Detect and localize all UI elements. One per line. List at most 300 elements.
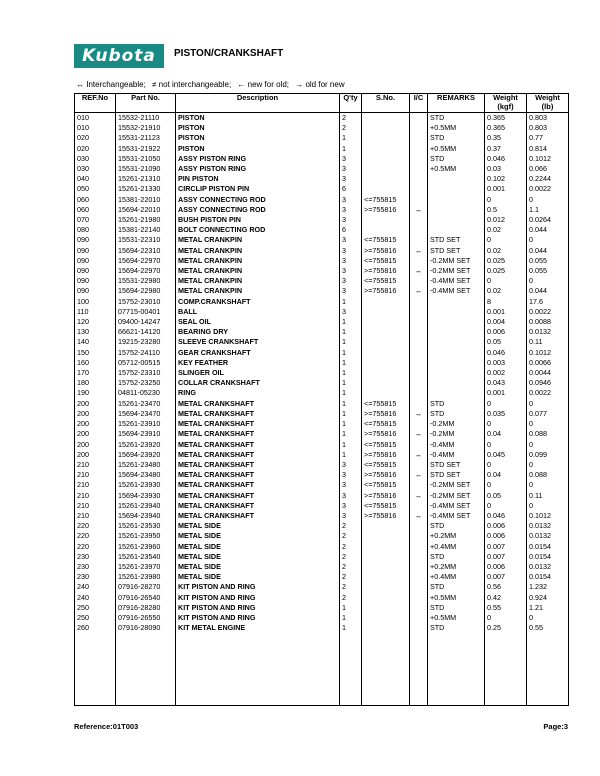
cell-description: PIN PISTON xyxy=(176,174,340,184)
table-row xyxy=(75,491,569,501)
table-row xyxy=(75,542,569,552)
cell-remarks: +0.5MM xyxy=(428,613,485,623)
cell-ic: ↔ xyxy=(410,491,428,501)
cell-ref-no: 090 xyxy=(75,235,116,245)
cell-description: KIT PISTON AND RING xyxy=(176,582,340,592)
table-row xyxy=(75,174,569,184)
cell-description: PISTON xyxy=(176,123,340,133)
cell-description: BOLT CONNECTING ROD xyxy=(176,225,340,235)
cell-ic xyxy=(410,184,428,194)
cell-weight-lb: 0.803 xyxy=(527,113,569,124)
cell-remarks xyxy=(428,174,485,184)
cell-qty: 2 xyxy=(340,593,362,603)
cell-qty: 3 xyxy=(340,276,362,286)
cell-serial-no xyxy=(362,603,410,613)
cell-part-no: 15694-22310 xyxy=(116,246,176,256)
cell-serial-no xyxy=(362,337,410,347)
cell-serial-no: >=755816 xyxy=(362,511,410,521)
cell-part-no: 15381-22140 xyxy=(116,225,176,235)
cell-serial-no: >=755816 xyxy=(362,470,410,480)
table-row xyxy=(75,623,569,633)
cell-qty: 3 xyxy=(340,205,362,215)
cell-ref-no: 070 xyxy=(75,215,116,225)
table-row xyxy=(75,460,569,470)
cell-part-no: 15261-23930 xyxy=(116,480,176,490)
cell-weight-lb: 0.0132 xyxy=(527,562,569,572)
cell-serial-no xyxy=(362,388,410,398)
cell-remarks: -0.2MM SET xyxy=(428,491,485,501)
cell-weight-lb: 17.6 xyxy=(527,297,569,307)
cell-qty: 3 xyxy=(340,491,362,501)
cell-serial-no xyxy=(362,144,410,154)
cell-ic: ↔ xyxy=(410,286,428,296)
cell-serial-no xyxy=(362,348,410,358)
cell-description: KIT PISTON AND RING xyxy=(176,593,340,603)
cell-ic: ↔ xyxy=(410,511,428,521)
cell-part-no: 07916-26540 xyxy=(116,593,176,603)
col-weight-lb: Weight (lb) xyxy=(527,94,569,113)
cell-ref-no: 230 xyxy=(75,572,116,582)
cell-part-no: 09400-14247 xyxy=(116,317,176,327)
table-header-row xyxy=(75,94,569,113)
cell-qty: 2 xyxy=(340,572,362,582)
cell-ref-no: 090 xyxy=(75,276,116,286)
cell-serial-no xyxy=(362,572,410,582)
cell-description: CIRCLIP PISTON PIN xyxy=(176,184,340,194)
cell-remarks: +0.5MM xyxy=(428,123,485,133)
cell-serial-no xyxy=(362,154,410,164)
cell-weight-lb: 0.55 xyxy=(527,623,569,633)
cell-qty: 1 xyxy=(340,419,362,429)
cell-weight-lb: 0.924 xyxy=(527,593,569,603)
cell-remarks: -0.4MM xyxy=(428,450,485,460)
cell-weight-kgf: 0.046 xyxy=(485,154,527,164)
cell-weight-kgf: 0 xyxy=(485,195,527,205)
cell-part-no: 15694-22010 xyxy=(116,205,176,215)
cell-description: METAL CRANKSHAFT xyxy=(176,501,340,511)
cell-part-no: 07916-28280 xyxy=(116,603,176,613)
cell-serial-no xyxy=(362,307,410,317)
cell-weight-kgf: 0 xyxy=(485,276,527,286)
cell-qty: 1 xyxy=(340,440,362,450)
cell-description: PISTON xyxy=(176,144,340,154)
cell-qty: 3 xyxy=(340,256,362,266)
table-row xyxy=(75,348,569,358)
cell-remarks xyxy=(428,337,485,347)
cell-ref-no: 020 xyxy=(75,133,116,143)
cell-description: SLINGER OIL xyxy=(176,368,340,378)
cell-part-no: 15261-21310 xyxy=(116,174,176,184)
table-row xyxy=(75,593,569,603)
cell-ref-no: 250 xyxy=(75,603,116,613)
cell-ref-no: 030 xyxy=(75,164,116,174)
cell-part-no: 15261-23940 xyxy=(116,501,176,511)
reference-code: Reference:01T003 xyxy=(74,722,139,731)
cell-ref-no: 140 xyxy=(75,337,116,347)
cell-qty: 6 xyxy=(340,184,362,194)
cell-description: METAL SIDE xyxy=(176,562,340,572)
cell-description: METAL SIDE xyxy=(176,521,340,531)
cell-part-no: 15694-23940 xyxy=(116,511,176,521)
cell-ic xyxy=(410,358,428,368)
cell-ic xyxy=(410,552,428,562)
cell-ref-no: 010 xyxy=(75,113,116,124)
cell-description: ASSY CONNECTING ROD xyxy=(176,205,340,215)
cell-weight-lb: 0.77 xyxy=(527,133,569,143)
cell-weight-lb: 0.1012 xyxy=(527,348,569,358)
cell-weight-lb: 0.055 xyxy=(527,256,569,266)
cell-qty: 2 xyxy=(340,582,362,592)
cell-ic xyxy=(410,154,428,164)
cell-weight-kgf: 0.003 xyxy=(485,358,527,368)
cell-weight-kgf: 0.42 xyxy=(485,593,527,603)
col-description: Description xyxy=(176,94,340,113)
cell-remarks: +0.2MM xyxy=(428,531,485,541)
cell-ic xyxy=(410,542,428,552)
cell-ref-no: 200 xyxy=(75,399,116,409)
cell-remarks xyxy=(428,184,485,194)
cell-serial-no: <=755815 xyxy=(362,440,410,450)
table-row xyxy=(75,164,569,174)
cell-weight-kgf: 0.007 xyxy=(485,542,527,552)
cell-weight-lb: 0.044 xyxy=(527,225,569,235)
cell-ref-no: 060 xyxy=(75,205,116,215)
cell-ref-no: 090 xyxy=(75,266,116,276)
cell-serial-no: <=755815 xyxy=(362,256,410,266)
cell-serial-no xyxy=(362,184,410,194)
cell-weight-kgf: 0 xyxy=(485,235,527,245)
cell-part-no: 15261-21330 xyxy=(116,184,176,194)
cell-description: METAL CRANKSHAFT xyxy=(176,409,340,419)
cell-ref-no: 030 xyxy=(75,154,116,164)
cell-description: METAL SIDE xyxy=(176,531,340,541)
cell-ic xyxy=(410,225,428,235)
cell-weight-lb: 0.055 xyxy=(527,266,569,276)
cell-part-no: 15752-24110 xyxy=(116,348,176,358)
cell-weight-kgf: 0.007 xyxy=(485,572,527,582)
cell-remarks: STD SET xyxy=(428,246,485,256)
table-row xyxy=(75,603,569,613)
cell-qty: 3 xyxy=(340,215,362,225)
cell-serial-no xyxy=(362,327,410,337)
cell-serial-no xyxy=(362,378,410,388)
cell-ref-no: 020 xyxy=(75,144,116,154)
cell-qty: 1 xyxy=(340,388,362,398)
cell-serial-no xyxy=(362,562,410,572)
cell-part-no: 15261-23910 xyxy=(116,419,176,429)
cell-ref-no: 010 xyxy=(75,123,116,133)
cell-weight-kgf: 0.001 xyxy=(485,307,527,317)
table-row xyxy=(75,388,569,398)
cell-weight-kgf: 0 xyxy=(485,440,527,450)
cell-serial-no xyxy=(362,358,410,368)
cell-ref-no: 240 xyxy=(75,582,116,592)
cell-ic: ↔ xyxy=(410,266,428,276)
cell-qty: 1 xyxy=(340,337,362,347)
cell-serial-no: <=755815 xyxy=(362,460,410,470)
cell-remarks: +0.4MM xyxy=(428,542,485,552)
table-row xyxy=(75,225,569,235)
table-row xyxy=(75,337,569,347)
cell-qty: 3 xyxy=(340,501,362,511)
cell-remarks xyxy=(428,307,485,317)
cell-ref-no: 080 xyxy=(75,225,116,235)
table-row xyxy=(75,205,569,215)
cell-weight-lb: 0.0946 xyxy=(527,378,569,388)
cell-qty: 3 xyxy=(340,174,362,184)
cell-description: KIT METAL ENGINE xyxy=(176,623,340,633)
cell-ref-no: 160 xyxy=(75,358,116,368)
cell-weight-kgf: 0.001 xyxy=(485,184,527,194)
cell-serial-no: <=755815 xyxy=(362,195,410,205)
cell-ic xyxy=(410,164,428,174)
cell-weight-lb: 0.1012 xyxy=(527,511,569,521)
cell-part-no: 15532-21910 xyxy=(116,123,176,133)
cell-weight-lb: 0 xyxy=(527,440,569,450)
cell-remarks xyxy=(428,368,485,378)
table-row xyxy=(75,327,569,337)
col-part-no: Part No. xyxy=(116,94,176,113)
cell-weight-lb: 0 xyxy=(527,235,569,245)
cell-serial-no xyxy=(362,368,410,378)
cell-serial-no xyxy=(362,552,410,562)
cell-serial-no: >=755816 xyxy=(362,205,410,215)
cell-weight-lb: 0.0154 xyxy=(527,552,569,562)
cell-weight-kgf: 0.04 xyxy=(485,470,527,480)
cell-qty: 1 xyxy=(340,297,362,307)
cell-weight-kgf: 0.03 xyxy=(485,164,527,174)
legend-interchangeable: ↔ Interchangeable; xyxy=(76,80,146,89)
cell-description: METAL CRANKSHAFT xyxy=(176,429,340,439)
cell-description: SEAL OIL xyxy=(176,317,340,327)
cell-ref-no: 220 xyxy=(75,521,116,531)
cell-remarks: -0.2MM xyxy=(428,429,485,439)
cell-remarks: STD xyxy=(428,154,485,164)
cell-ic: ↔ xyxy=(410,205,428,215)
cell-qty: 1 xyxy=(340,399,362,409)
cell-weight-lb: 0.0154 xyxy=(527,572,569,582)
table-row xyxy=(75,235,569,245)
cell-description: METAL CRANKSHAFT xyxy=(176,460,340,470)
cell-weight-lb: 0.814 xyxy=(527,144,569,154)
cell-remarks: -0.4MM SET xyxy=(428,501,485,511)
cell-ref-no: 120 xyxy=(75,317,116,327)
cell-weight-kgf: 0.025 xyxy=(485,266,527,276)
table-row xyxy=(75,531,569,541)
cell-remarks: STD xyxy=(428,521,485,531)
table-row xyxy=(75,440,569,450)
table-row xyxy=(75,399,569,409)
cell-serial-no xyxy=(362,174,410,184)
cell-part-no: 07715-00401 xyxy=(116,307,176,317)
cell-weight-lb: 0 xyxy=(527,276,569,286)
cell-description: SLEEVE CRANKSHAFT xyxy=(176,337,340,347)
table-row xyxy=(75,215,569,225)
cell-ref-no: 200 xyxy=(75,440,116,450)
cell-weight-lb: 0.088 xyxy=(527,470,569,480)
cell-description: RING xyxy=(176,388,340,398)
cell-qty: 1 xyxy=(340,613,362,623)
cell-weight-kgf: 0.04 xyxy=(485,429,527,439)
col-ic: I/C xyxy=(410,94,428,113)
table-row xyxy=(75,562,569,572)
cell-ic xyxy=(410,603,428,613)
cell-weight-lb: 0.0154 xyxy=(527,542,569,552)
table-row xyxy=(75,276,569,286)
cell-ref-no: 200 xyxy=(75,409,116,419)
col-remarks: REMARKS xyxy=(428,94,485,113)
cell-part-no: 15752-23310 xyxy=(116,368,176,378)
cell-qty: 1 xyxy=(340,133,362,143)
cell-ic xyxy=(410,531,428,541)
cell-serial-no: >=755816 xyxy=(362,491,410,501)
cell-part-no: 15261-23960 xyxy=(116,542,176,552)
table-row xyxy=(75,409,569,419)
cell-description: METAL CRANKSHAFT xyxy=(176,440,340,450)
cell-ic xyxy=(410,521,428,531)
cell-description: METAL SIDE xyxy=(176,572,340,582)
cell-description: COLLAR CRANKSHAFT xyxy=(176,378,340,388)
table-row xyxy=(75,133,569,143)
cell-description: ASSY PISTON RING xyxy=(176,164,340,174)
cell-qty: 1 xyxy=(340,378,362,388)
cell-weight-kgf: 0.006 xyxy=(485,521,527,531)
cell-qty: 3 xyxy=(340,286,362,296)
cell-description: PISTON xyxy=(176,133,340,143)
table-row xyxy=(75,368,569,378)
table-row xyxy=(75,297,569,307)
cell-weight-kgf: 0.035 xyxy=(485,409,527,419)
cell-remarks xyxy=(428,327,485,337)
cell-weight-lb: 0.1012 xyxy=(527,154,569,164)
cell-description: COMP.CRANKSHAFT xyxy=(176,297,340,307)
cell-part-no: 15694-23930 xyxy=(116,491,176,501)
cell-qty: 1 xyxy=(340,348,362,358)
cell-weight-kgf: 8 xyxy=(485,297,527,307)
table-row xyxy=(75,572,569,582)
cell-weight-lb: 0.0132 xyxy=(527,521,569,531)
table-row xyxy=(75,419,569,429)
cell-weight-lb: 0.0132 xyxy=(527,531,569,541)
cell-weight-lb: 0.0044 xyxy=(527,368,569,378)
parts-table-body xyxy=(75,113,569,706)
cell-ref-no: 220 xyxy=(75,531,116,541)
legend-not-interchangeable: ≠ not interchangeable; xyxy=(152,80,232,89)
cell-part-no: 05712-00515 xyxy=(116,358,176,368)
cell-serial-no: <=755815 xyxy=(362,501,410,511)
cell-serial-no xyxy=(362,133,410,143)
cell-ic xyxy=(410,256,428,266)
cell-description: METAL CRANKSHAFT xyxy=(176,470,340,480)
cell-part-no: 15694-23480 xyxy=(116,470,176,480)
cell-weight-kgf: 0 xyxy=(485,460,527,470)
cell-serial-no xyxy=(362,215,410,225)
cell-serial-no: <=755815 xyxy=(362,419,410,429)
cell-remarks: -0.2MM SET xyxy=(428,266,485,276)
cell-remarks: +0.2MM xyxy=(428,562,485,572)
cell-weight-lb: 1.21 xyxy=(527,603,569,613)
cell-weight-kgf: 0.55 xyxy=(485,603,527,613)
cell-ic xyxy=(410,195,428,205)
cell-weight-lb: 0.099 xyxy=(527,450,569,460)
cell-weight-kgf: 0 xyxy=(485,501,527,511)
page-title: PISTON/CRANKSHAFT xyxy=(174,48,284,59)
cell-weight-kgf: 0.006 xyxy=(485,531,527,541)
cell-weight-kgf: 0.25 xyxy=(485,623,527,633)
cell-serial-no xyxy=(362,123,410,133)
cell-serial-no xyxy=(362,531,410,541)
cell-weight-kgf: 0.012 xyxy=(485,215,527,225)
cell-description: KIT PISTON AND RING xyxy=(176,603,340,613)
cell-ref-no: 200 xyxy=(75,450,116,460)
table-row xyxy=(75,480,569,490)
cell-ic xyxy=(410,593,428,603)
cell-serial-no: >=755816 xyxy=(362,286,410,296)
cell-weight-lb: 0.0022 xyxy=(527,184,569,194)
cell-ic xyxy=(410,113,428,124)
table-row xyxy=(75,144,569,154)
cell-part-no: 15261-23920 xyxy=(116,440,176,450)
cell-weight-kgf: 0.5 xyxy=(485,205,527,215)
cell-weight-lb: 1.232 xyxy=(527,582,569,592)
cell-description: ASSY PISTON RING xyxy=(176,154,340,164)
cell-remarks: +0.5MM xyxy=(428,593,485,603)
cell-description: METAL CRANKSHAFT xyxy=(176,450,340,460)
cell-weight-kgf: 0.043 xyxy=(485,378,527,388)
cell-weight-kgf: 0.002 xyxy=(485,368,527,378)
cell-weight-kgf: 0.56 xyxy=(485,582,527,592)
col-weight-kgf: Weight (kgf) xyxy=(485,94,527,113)
cell-ref-no: 040 xyxy=(75,174,116,184)
table-filler-row xyxy=(75,633,569,706)
cell-weight-kgf: 0 xyxy=(485,613,527,623)
cell-serial-no xyxy=(362,542,410,552)
table-row xyxy=(75,429,569,439)
cell-description: KIT PISTON AND RING xyxy=(176,613,340,623)
table-row xyxy=(75,582,569,592)
cell-ic: ↔ xyxy=(410,409,428,419)
cell-description: BUSH PISTON PIN xyxy=(176,215,340,225)
cell-weight-lb: 0.077 xyxy=(527,409,569,419)
cell-qty: 1 xyxy=(340,144,362,154)
cell-ref-no: 150 xyxy=(75,348,116,358)
cell-weight-kgf: 0 xyxy=(485,480,527,490)
cell-remarks: STD xyxy=(428,133,485,143)
cell-weight-lb: 0 xyxy=(527,501,569,511)
cell-qty: 3 xyxy=(340,164,362,174)
cell-ic xyxy=(410,174,428,184)
cell-ref-no: 190 xyxy=(75,388,116,398)
cell-remarks: STD SET xyxy=(428,470,485,480)
cell-qty: 3 xyxy=(340,246,362,256)
cell-ic xyxy=(410,623,428,633)
table-row xyxy=(75,256,569,266)
cell-part-no: 15694-23920 xyxy=(116,450,176,460)
cell-part-no: 15694-22980 xyxy=(116,286,176,296)
cell-ref-no: 210 xyxy=(75,511,116,521)
cell-remarks: STD xyxy=(428,623,485,633)
cell-serial-no xyxy=(362,113,410,124)
cell-weight-kgf: 0.102 xyxy=(485,174,527,184)
cell-qty: 3 xyxy=(340,480,362,490)
cell-serial-no: >=755816 xyxy=(362,429,410,439)
cell-ic xyxy=(410,337,428,347)
cell-part-no: 19215-23280 xyxy=(116,337,176,347)
cell-qty: 2 xyxy=(340,123,362,133)
cell-ref-no: 200 xyxy=(75,419,116,429)
cell-remarks: -0.4MM SET xyxy=(428,276,485,286)
cell-ic xyxy=(410,348,428,358)
